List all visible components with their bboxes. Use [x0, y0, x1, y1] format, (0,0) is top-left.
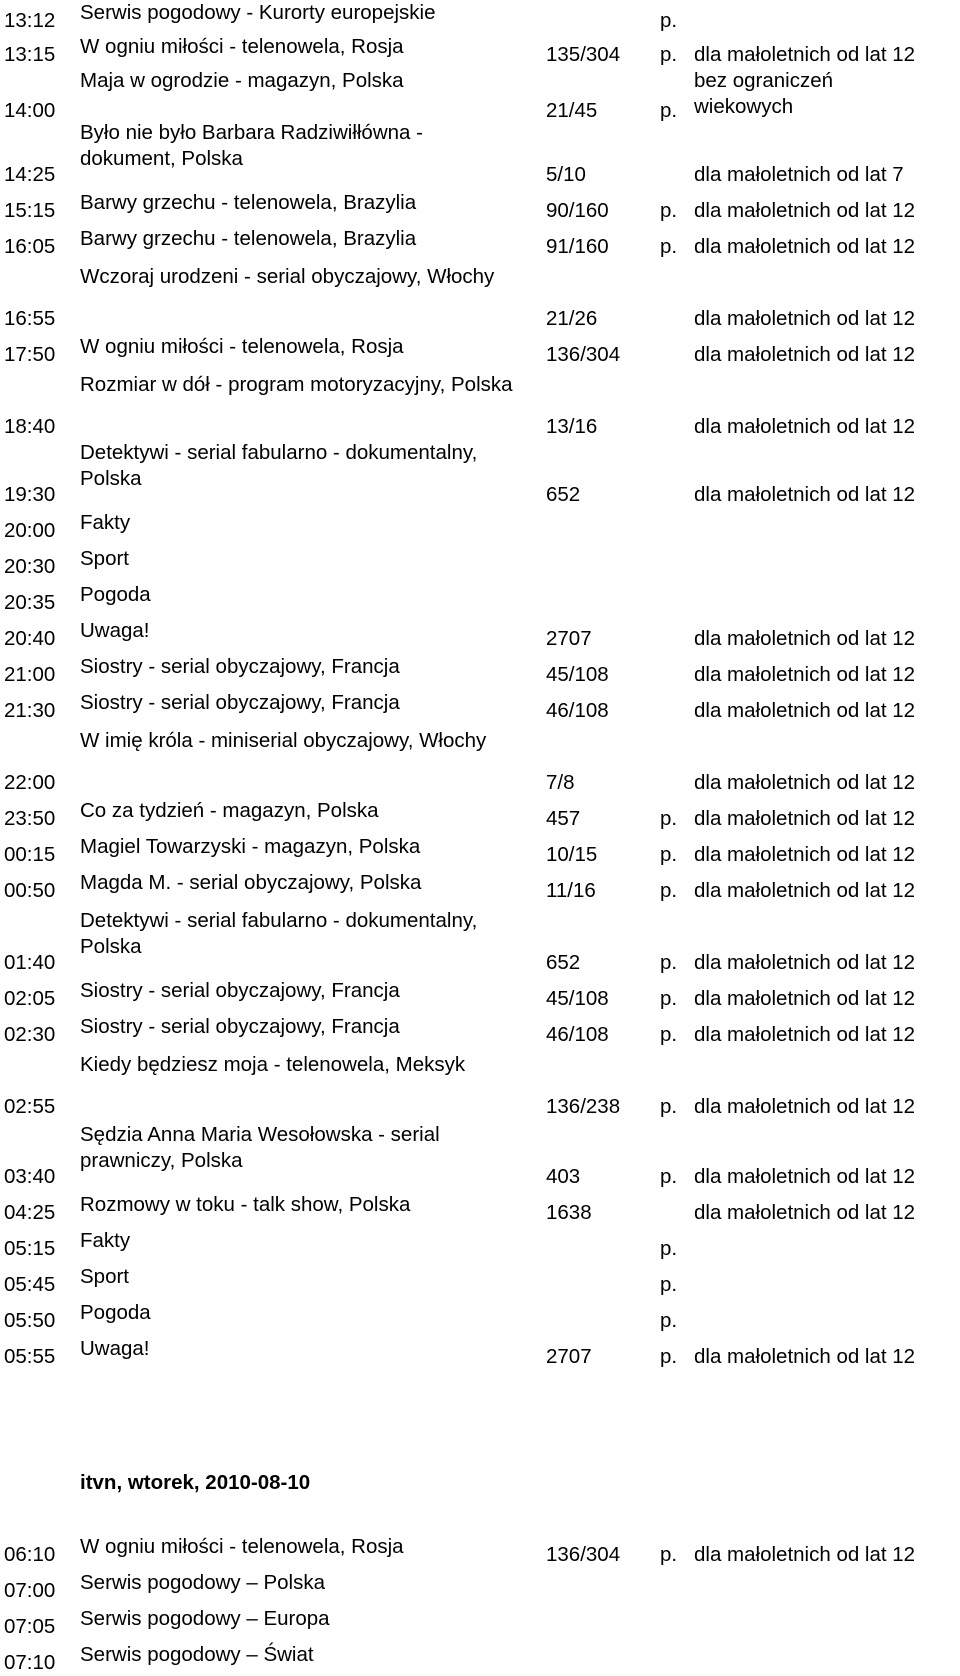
- age-rating: dla małoletnich od lat 12: [694, 663, 916, 686]
- schedule-row: [0, 1264, 960, 1296]
- schedule-row: [0, 1336, 960, 1368]
- premiere-marker: p.: [660, 1345, 678, 1368]
- premiere-marker: p.: [660, 99, 678, 122]
- age-rating: dla małoletnich od lat 12: [694, 1345, 916, 1368]
- program-title: Pogoda: [80, 583, 151, 606]
- premiere-marker: p.: [660, 807, 678, 830]
- program-title: W imię króla - miniserial obyczajowy, Włochy: [80, 729, 487, 752]
- schedule-row: [0, 1534, 960, 1566]
- schedule-row: [0, 372, 960, 438]
- episode-number: 7/8: [546, 771, 575, 794]
- age-rating: dla małoletnich od lat 12: [694, 807, 916, 830]
- time: 21:30: [4, 699, 56, 722]
- premiere-marker: p.: [660, 1309, 678, 1332]
- premiere-marker: p.: [660, 199, 678, 222]
- program-title: Fakty: [80, 511, 131, 534]
- program-title: Było nie było Barbara Radziwiłłówna - dokument, Polska: [80, 121, 423, 170]
- age-rating: dla małoletnich od lat 12: [694, 879, 916, 902]
- time: 01:40: [4, 951, 56, 974]
- schedule-row: [0, 1606, 960, 1638]
- time: 05:45: [4, 1273, 56, 1296]
- schedule-row: [0, 1052, 960, 1118]
- program-title: Sport: [80, 547, 129, 570]
- age-rating: dla małoletnich od lat 12: [694, 987, 916, 1010]
- episode-number: 136/304: [546, 343, 621, 366]
- episode-number: 2707: [546, 627, 592, 650]
- age-rating: dla małoletnich od lat 12: [694, 43, 916, 66]
- program-title: Serwis pogodowy – Polska: [80, 1571, 325, 1594]
- time: 17:50: [4, 343, 56, 366]
- schedule-row: [0, 1228, 960, 1260]
- age-rating: dla małoletnich od lat 12: [694, 307, 916, 330]
- program-title: Co za tydzień - magazyn, Polska: [80, 799, 379, 822]
- time: 02:05: [4, 987, 56, 1010]
- schedule-row: [0, 440, 960, 506]
- age-rating: dla małoletnich od lat 7: [694, 163, 904, 186]
- age-rating: dla małoletnich od lat 12: [694, 199, 916, 222]
- time: 16:55: [4, 307, 56, 330]
- premiere-marker: p.: [660, 1095, 678, 1118]
- schedule-row: [0, 654, 960, 686]
- schedule-row: [0, 1122, 960, 1188]
- age-rating: dla małoletnich od lat 12: [694, 843, 916, 866]
- schedule-row: [0, 618, 960, 650]
- program-title: Barwy grzechu - telenowela, Brazylia: [80, 191, 417, 214]
- premiere-marker: p.: [660, 951, 678, 974]
- time: 00:15: [4, 843, 56, 866]
- schedule-row: [0, 264, 960, 330]
- time: 04:25: [4, 1201, 56, 1224]
- schedule-row: [0, 1192, 960, 1224]
- time: 23:50: [4, 807, 56, 830]
- premiere-marker: p.: [660, 1023, 678, 1046]
- schedule-row: [0, 120, 960, 186]
- time: 20:30: [4, 555, 56, 578]
- program-title: Rozmowy w toku - talk show, Polska: [80, 1193, 411, 1216]
- premiere-marker: p.: [660, 1165, 678, 1188]
- program-title: Kiedy będziesz moja - telenowela, Meksyk: [80, 1053, 466, 1076]
- premiere-marker: p.: [660, 43, 678, 66]
- time: 02:55: [4, 1095, 56, 1118]
- schedule-row: [0, 870, 960, 902]
- age-rating: dla małoletnich od lat 12: [694, 343, 916, 366]
- age-rating: dla małoletnich od lat 12: [694, 1543, 916, 1566]
- episode-number: 1638: [546, 1201, 592, 1224]
- time: 14:25: [4, 163, 56, 186]
- program-title: Serwis pogodowy – Europa: [80, 1607, 330, 1630]
- episode-number: 652: [546, 483, 581, 506]
- program-title: W ogniu miłości - telenowela, Rosja: [80, 1535, 404, 1558]
- premiere-marker: p.: [660, 235, 678, 258]
- age-rating: dla małoletnich od lat 12: [694, 1095, 916, 1118]
- episode-number: 2707: [546, 1345, 592, 1368]
- time: 13:15: [4, 43, 56, 66]
- program-title: Siostry - serial obyczajowy, Francja: [80, 1015, 400, 1038]
- schedule-row: [0, 1642, 960, 1674]
- age-rating: dla małoletnich od lat 12: [694, 771, 916, 794]
- time: 22:00: [4, 771, 56, 794]
- premiere-marker: p.: [660, 987, 678, 1010]
- schedule-row: [0, 68, 960, 122]
- schedule-row: [0, 834, 960, 866]
- age-rating: dla małoletnich od lat 12: [694, 1165, 916, 1188]
- time: 06:10: [4, 1543, 56, 1566]
- time: 05:15: [4, 1237, 56, 1260]
- episode-number: 21/26: [546, 307, 598, 330]
- time: 19:30: [4, 483, 56, 506]
- schedule-row: [0, 582, 960, 614]
- schedule-row: [0, 690, 960, 722]
- time: 14:00: [4, 99, 56, 122]
- episode-number: 403: [546, 1165, 581, 1188]
- program-title: Detektywi - serial fabularno - dokumentalny, Polska: [80, 441, 478, 490]
- episode-number: 45/108: [546, 987, 609, 1010]
- program-title: Maja w ogrodzie - magazyn, Polska: [80, 69, 404, 92]
- schedule-row: [0, 728, 960, 794]
- episode-number: 652: [546, 951, 581, 974]
- episode-number: 136/304: [546, 1543, 621, 1566]
- age-rating: dla małoletnich od lat 12: [694, 483, 916, 506]
- schedule-row: [0, 546, 960, 578]
- schedule-row: [0, 334, 960, 366]
- time: 20:35: [4, 591, 56, 614]
- episode-number: 90/160: [546, 199, 609, 222]
- program-title: Detektywi - serial fabularno - dokumentalny, Polska: [80, 909, 478, 958]
- episode-number: 21/45: [546, 99, 598, 122]
- schedule-row: [0, 1014, 960, 1046]
- schedule-row: [0, 1570, 960, 1602]
- schedule-row: [0, 226, 960, 258]
- premiere-marker: p.: [660, 1273, 678, 1296]
- program-title: W ogniu miłości - telenowela, Rosja: [80, 35, 404, 58]
- episode-number: 10/15: [546, 843, 598, 866]
- episode-number: 5/10: [546, 163, 586, 186]
- episode-number: 46/108: [546, 1023, 609, 1046]
- schedule-row: [0, 798, 960, 830]
- program-title: Rozmiar w dół - program motoryzacyjny, Polska: [80, 373, 513, 396]
- episode-number: 136/238: [546, 1095, 621, 1118]
- program-title: W ogniu miłości - telenowela, Rosja: [80, 335, 404, 358]
- premiere-marker: p.: [660, 1237, 678, 1260]
- program-title: Serwis pogodowy – Świat: [80, 1643, 314, 1666]
- time: 05:55: [4, 1345, 56, 1368]
- program-title: Siostry - serial obyczajowy, Francja: [80, 691, 400, 714]
- program-title: Magda M. - serial obyczajowy, Polska: [80, 871, 422, 894]
- premiere-marker: p.: [660, 9, 678, 32]
- program-title: Siostry - serial obyczajowy, Francja: [80, 655, 400, 678]
- program-title: Uwaga!: [80, 1337, 150, 1360]
- schedule-row: [0, 510, 960, 542]
- episode-number: 46/108: [546, 699, 609, 722]
- episode-number: 457: [546, 807, 581, 830]
- premiere-marker: p.: [660, 1543, 678, 1566]
- program-title: Uwaga!: [80, 619, 150, 642]
- program-title: Magiel Towarzyski - magazyn, Polska: [80, 835, 421, 858]
- program-title: Serwis pogodowy - Kurorty europejskie: [80, 1, 436, 24]
- premiere-marker: p.: [660, 843, 678, 866]
- episode-number: 45/108: [546, 663, 609, 686]
- time: 21:00: [4, 663, 56, 686]
- program-title: Wczoraj urodzeni - serial obyczajowy, Włochy: [80, 265, 495, 288]
- episode-number: 13/16: [546, 415, 598, 438]
- program-title: Pogoda: [80, 1301, 151, 1324]
- schedule-row: [0, 908, 960, 974]
- schedule-row: [0, 0, 960, 32]
- age-rating: dla małoletnich od lat 12: [694, 415, 916, 438]
- time: 16:05: [4, 235, 56, 258]
- time: 07:05: [4, 1615, 56, 1638]
- program-title: Barwy grzechu - telenowela, Brazylia: [80, 227, 417, 250]
- time: 20:00: [4, 519, 56, 542]
- time: 07:10: [4, 1651, 56, 1674]
- time: 18:40: [4, 415, 56, 438]
- time: 00:50: [4, 879, 56, 902]
- schedule-row: [0, 1300, 960, 1332]
- episode-number: 135/304: [546, 43, 621, 66]
- channel-day-heading: itvn, wtorek, 2010-08-10: [80, 1471, 311, 1494]
- episode-number: 11/16: [546, 879, 596, 902]
- schedule-row: [0, 34, 960, 66]
- age-rating: dla małoletnich od lat 12: [694, 951, 916, 974]
- time: 05:50: [4, 1309, 56, 1332]
- age-rating: dla małoletnich od lat 12: [694, 1201, 916, 1224]
- time: 07:00: [4, 1579, 56, 1602]
- age-rating: bez ograniczeń wiekowych: [694, 69, 834, 118]
- schedule-row: [0, 978, 960, 1010]
- age-rating: dla małoletnich od lat 12: [694, 699, 916, 722]
- premiere-marker: p.: [660, 879, 678, 902]
- episode-number: 91/160: [546, 235, 609, 258]
- age-rating: dla małoletnich od lat 12: [694, 235, 916, 258]
- program-title: Siostry - serial obyczajowy, Francja: [80, 979, 400, 1002]
- program-title: Sędzia Anna Maria Wesołowska - serial prawniczy, Polska: [80, 1123, 440, 1172]
- program-title: Sport: [80, 1265, 129, 1288]
- schedule-row: [0, 190, 960, 222]
- time: 13:12: [4, 9, 56, 32]
- time: 02:30: [4, 1023, 56, 1046]
- time: 20:40: [4, 627, 56, 650]
- age-rating: dla małoletnich od lat 12: [694, 1023, 916, 1046]
- time: 03:40: [4, 1165, 56, 1188]
- time: 15:15: [4, 199, 56, 222]
- program-title: Fakty: [80, 1229, 131, 1252]
- age-rating: dla małoletnich od lat 12: [694, 627, 916, 650]
